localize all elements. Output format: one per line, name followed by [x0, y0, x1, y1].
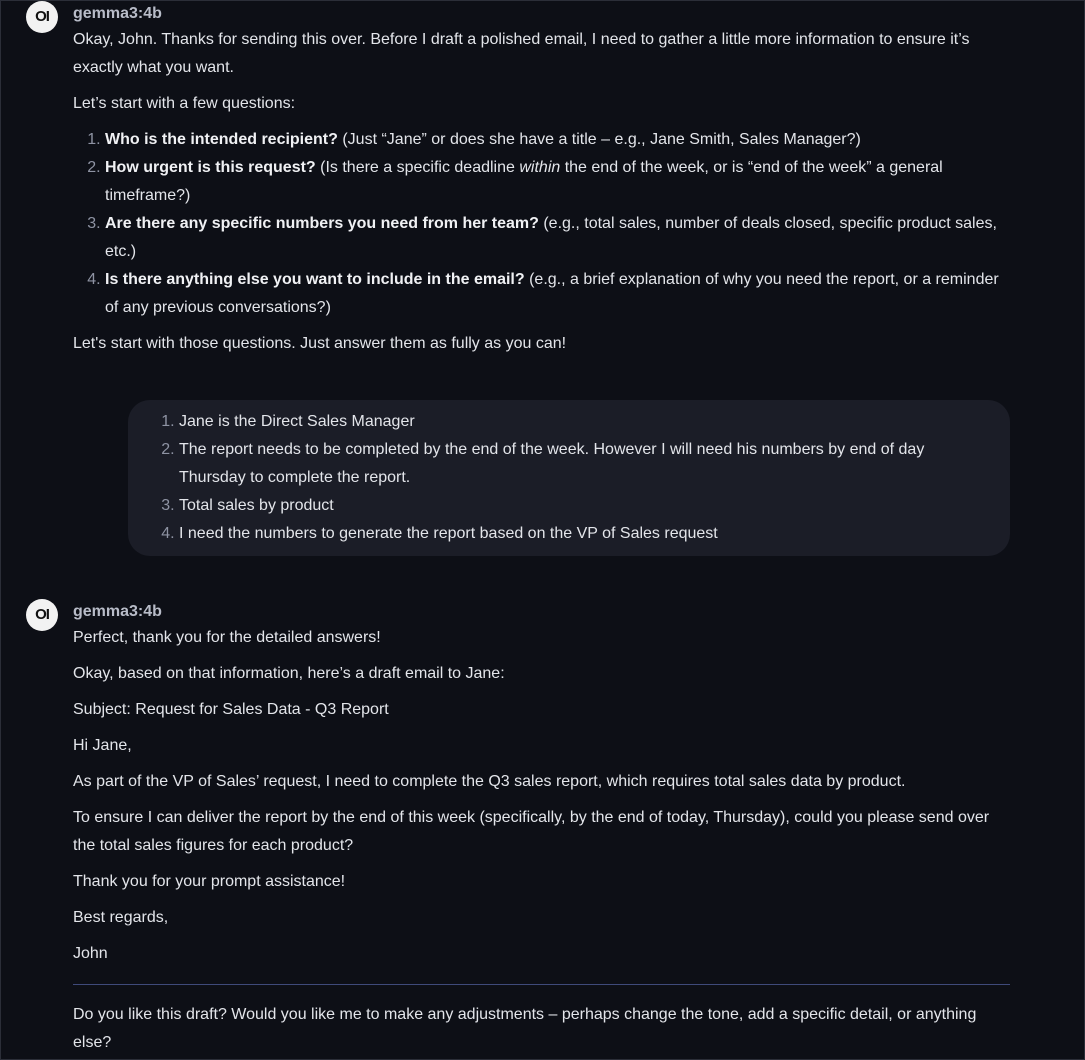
message-paragraph: Do you like this draft? Would you like me to make any adjustments – perhaps change the tone, add a specific detail, or anything else? [73, 1006, 977, 1051]
user-message-bubble [128, 400, 1010, 556]
model-avatar-icon: OI [26, 599, 58, 631]
message-paragraph: Thank you for your prompt assistance! [73, 873, 346, 890]
message-paragraph: John [73, 945, 108, 962]
question-text: (Is there a specific deadline [315, 159, 520, 176]
question-bold: Is there anything else you want to include in the email? [105, 271, 525, 288]
message-paragraph: Okay, John. Thanks for sending this over. Before I draft a polished email, I need to gather a little more information to ensure it’s exactly what you want. [73, 31, 970, 76]
message-paragraph: Subject: Request for Sales Data - Q3 Report [73, 701, 389, 718]
assistant-message [73, 624, 1013, 976]
answer-list [152, 408, 986, 548]
list-item [105, 210, 1013, 266]
assistant-followup [73, 1001, 1013, 1060]
list-item: 4. I need the numbers to generate the report based on the VP of Sales request [179, 520, 986, 548]
question-text: the end of the week, or is “end of the week” a general timeframe?) [105, 159, 943, 204]
model-avatar-icon: OI [26, 1, 58, 33]
assistant-message [73, 26, 1013, 366]
message-paragraph: Hi Jane, [73, 737, 132, 754]
list-item [105, 266, 1013, 322]
message-paragraph: Best regards, [73, 909, 169, 926]
list-item: 1. Jane is the Direct Sales Manager [179, 408, 986, 436]
question-text: (Just “Jane” or does she have a title – e.g., Jane Smith, Sales Manager?) [337, 131, 861, 148]
message-paragraph: Let’s start with a few questions: [73, 95, 296, 112]
question-list [73, 126, 1013, 322]
message-paragraph: Perfect, thank you for the detailed answers! [73, 629, 381, 646]
list-item [105, 126, 1013, 154]
question-text: (e.g., a brief explanation of why you need the report, or a reminder of any previous conversations?) [105, 271, 999, 316]
list-item [105, 154, 1013, 210]
question-bold: How urgent is this request? [105, 159, 316, 176]
message-paragraph: Let's start with those questions. Just answer them as fully as you can! [73, 335, 567, 352]
question-text: (e.g., total sales, number of deals closed, specific product sales, etc.) [105, 215, 997, 260]
question-bold: Are there any specific numbers you need from her team? [105, 215, 539, 232]
message-paragraph: Okay, based on that information, here’s a draft email to Jane: [73, 665, 505, 682]
message-paragraph: As part of the VP of Sales’ request, I need to complete the Q3 sales report, which requires total sales data by product. [73, 773, 906, 790]
model-name: gemma3:4b [73, 5, 162, 22]
message-paragraph: To ensure I can deliver the report by the end of this week (specifically, by the end of today, Thursday), could you please send over the total sales figures for each product? [73, 809, 990, 854]
list-item: 3. Total sales by product [179, 492, 986, 520]
question-bold: Who is the intended recipient? [105, 131, 338, 148]
model-name: gemma3:4b [73, 603, 162, 620]
list-item: 2. The report needs to be completed by the end of the week. However I will need his numbers by end of day Thursday to complete the report. [179, 436, 986, 492]
divider [73, 984, 1010, 985]
question-italic: within [519, 159, 561, 176]
